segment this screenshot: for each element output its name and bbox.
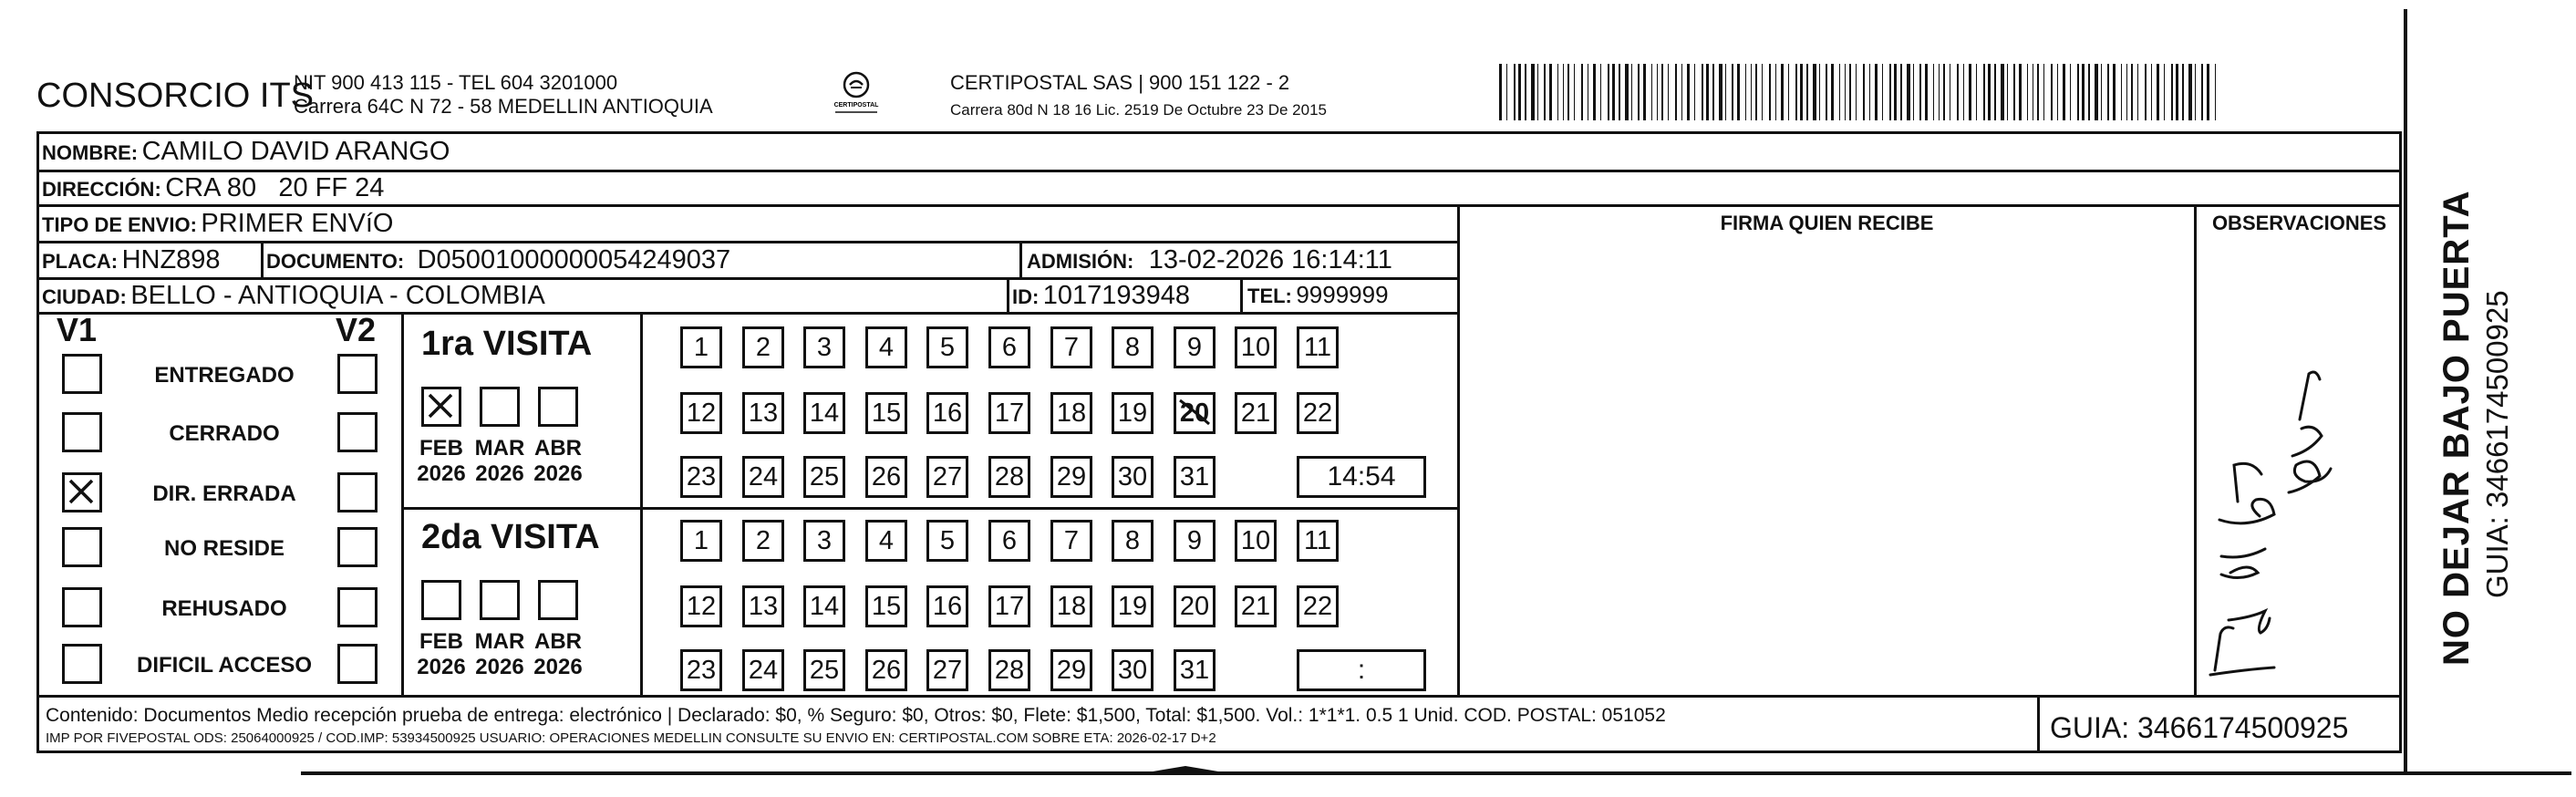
tel-value: 9999999 [1296,281,1389,308]
day-box[interactable] [680,520,722,562]
day-number: 10 [1240,332,1271,362]
day-number: 12 [686,398,717,428]
visit-title: 1ra VISITA [421,325,593,363]
visit-title: 2da VISITA [421,518,600,556]
time-box[interactable] [1297,649,1426,691]
day-box[interactable] [803,326,845,368]
day-box[interactable] [1235,520,1277,562]
company-name: CONSORCIO ITS [36,77,315,115]
month-checkbox[interactable] [480,580,520,620]
day-number: 29 [1056,461,1087,492]
time-box[interactable] [1297,456,1426,498]
day-number: 31 [1179,461,1210,492]
day-box[interactable] [680,456,722,498]
day-box[interactable] [803,649,845,691]
day-number: 26 [871,461,902,492]
day-box[interactable] [988,585,1030,627]
id-label: ID: [1012,285,1040,308]
v2-checkbox[interactable] [337,354,378,394]
document-cell [266,247,730,274]
day-number: 14 [809,398,840,428]
signature-header: FIRMA QUIEN RECIBE [1720,212,1934,234]
address-label: DIRECCIÓN: [42,178,161,201]
day-number: 3 [816,332,833,362]
plate-label: PLACA: [42,250,119,273]
v1-checkbox[interactable] [62,354,102,394]
company-info-line1: NIT 900 413 115 - TEL 604 3201000 [294,71,618,94]
status-label: DIR. ERRADA [152,481,296,506]
day-box[interactable] [926,520,968,562]
v1-checkbox[interactable] [62,472,102,512]
day-number: 18 [1056,591,1087,621]
day-number: 19 [1117,398,1148,428]
svg-text:CERTIPOSTAL: CERTIPOSTAL [833,102,879,109]
v1-checkbox[interactable] [62,412,102,452]
day-number: 23 [686,461,717,492]
day-box[interactable] [1174,456,1216,498]
day-box[interactable] [988,456,1030,498]
day-number: 18 [1056,398,1087,428]
day-number: 22 [1302,398,1333,428]
plate-value: HNZ898 [121,245,221,274]
day-number: 9 [1186,332,1203,362]
day-number: 28 [994,461,1025,492]
day-box[interactable] [1174,392,1216,434]
day-box[interactable] [680,326,722,368]
day-number: 1 [693,332,709,362]
city-value: BELLO - ANTIOQUIA - COLOMBIA [130,281,545,310]
day-box[interactable] [1112,456,1154,498]
send-type-row [42,211,393,237]
admission-label: ADMISIÓN: [1027,250,1134,273]
v1-checkbox[interactable] [62,644,102,684]
day-box[interactable] [926,326,968,368]
tel-cell [1247,283,1389,306]
day-number: 31 [1179,655,1210,685]
day-number: 25 [809,655,840,685]
name-label: NOMBRE: [42,141,139,164]
day-number: 2 [755,525,771,555]
day-box[interactable] [865,520,907,562]
day-box[interactable] [926,456,968,498]
day-box[interactable] [1050,392,1092,434]
day-number: 10 [1240,525,1271,555]
day-number: 17 [994,398,1025,428]
month-label: ABR 2026 [533,436,583,486]
day-box[interactable] [742,649,784,691]
status-label: CERRADO [169,421,280,446]
day-box[interactable] [988,649,1030,691]
company-info-line2: Carrera 64C N 72 - 58 MEDELLIN ANTIOQUIA [294,95,713,118]
side-guia: GUIA: 3466174500925 [2480,290,2514,598]
admission-value: 13-02-2026 16:14:11 [1148,245,1392,274]
day-box[interactable] [865,326,907,368]
day-number: 3 [816,525,833,555]
day-number: 11 [1303,332,1332,362]
day-box[interactable] [1174,520,1216,562]
observations-header: OBSERVACIONES [2211,212,2387,234]
day-number: 30 [1117,461,1148,492]
city-label: CIUDAD: [42,285,127,308]
address-value: CRA 80 20 FF 24 [165,173,385,202]
day-number: 5 [939,525,956,555]
day-number: 29 [1056,655,1087,685]
day-box[interactable] [742,392,784,434]
status-label: ENTREGADO [154,363,295,388]
day-box[interactable] [742,456,784,498]
day-box[interactable] [1112,326,1154,368]
month-label: FEB 2026 [417,436,466,486]
day-number: 20 [1179,398,1210,428]
month-label: FEB 2026 [417,629,466,679]
day-box[interactable] [742,520,784,562]
day-number: 15 [871,591,902,621]
day-box[interactable] [742,326,784,368]
month-label: MAR 2026 [474,629,525,679]
day-box[interactable] [803,520,845,562]
day-number: 5 [939,332,956,362]
day-number: 16 [932,398,963,428]
send-type-label: TIPO DE ENVIO: [42,213,197,236]
id-cell [1012,283,1190,309]
v2-checkbox[interactable] [337,527,378,567]
day-number: 2 [755,332,771,362]
day-number: 27 [932,461,963,492]
plate-cell [42,247,221,274]
bottom-edge-line [301,771,2571,775]
day-number: 30 [1117,655,1148,685]
day-number: 11 [1303,525,1332,555]
day-number: 22 [1302,591,1333,621]
day-box[interactable] [1297,326,1339,368]
day-box[interactable] [803,585,845,627]
day-box[interactable] [1050,520,1092,562]
right-edge-line [2404,9,2407,775]
day-box[interactable] [926,392,968,434]
day-box[interactable] [1112,585,1154,627]
barcode [1499,64,2223,120]
day-box[interactable] [1235,326,1277,368]
day-box[interactable] [680,392,722,434]
v2-checkbox[interactable] [337,587,378,627]
footer-guia: GUIA: 3466174500925 [2050,711,2349,744]
day-box[interactable] [1050,649,1092,691]
day-box[interactable] [742,585,784,627]
month-checkbox[interactable] [538,580,578,620]
observations-handwriting [2201,347,2347,693]
day-number: 23 [686,655,717,685]
day-number: 1 [693,525,709,555]
day-number: 4 [878,332,895,362]
month-label: ABR 2026 [533,629,583,679]
print-line: IMP POR FIVEPOSTAL ODS: 25064000925 / COD.IMP: 53934500925 USUARIO: OPERACIONES MEDELLIN CONSULTE SU ENVIO EN: CERTIPOSTAL.COM SOBRE ETA: 2026-02-17 D+2 [46,730,1216,746]
side-warning: NO DEJAR BAJO PUERTA [2436,190,2477,666]
v2-checkbox[interactable] [337,644,378,684]
time-value: 14:54 [1327,461,1396,492]
day-number: 15 [871,398,902,428]
day-box[interactable] [803,392,845,434]
day-number: 25 [809,461,840,492]
day-box[interactable] [865,585,907,627]
day-box[interactable] [988,326,1030,368]
day-number: 13 [748,398,779,428]
month-checkbox[interactable] [421,580,461,620]
day-number: 28 [994,655,1025,685]
v2-checkbox[interactable] [337,472,378,512]
v1-checkbox[interactable] [62,587,102,627]
day-box[interactable] [988,392,1030,434]
month-checkbox[interactable] [538,387,578,427]
day-box[interactable] [1112,649,1154,691]
day-box[interactable] [680,585,722,627]
name-value: CAMILO DAVID ARANGO [141,137,450,166]
day-box[interactable] [926,585,968,627]
day-number: 26 [871,655,902,685]
day-number: 21 [1240,591,1271,621]
day-number: 9 [1186,525,1203,555]
day-box[interactable] [988,520,1030,562]
day-number: 24 [748,655,779,685]
document-value: D0500100000005424903​7 [417,245,731,274]
day-number: 27 [932,655,963,685]
day-number: 17 [994,591,1025,621]
day-box[interactable] [1174,649,1216,691]
status-label: DIFICIL ACCESO [136,653,312,678]
day-number: 6 [1001,332,1018,362]
day-box[interactable] [1297,520,1339,562]
day-box[interactable] [1112,520,1154,562]
status-label: NO RESIDE [163,536,285,561]
day-box[interactable] [1050,326,1092,368]
signature-area[interactable] [1463,246,2190,691]
certipostal-logo [830,69,883,115]
carrier-line2: Carrera 80d N 18 16 Lic. 2519 De Octubre 23 De 2015 [950,101,1327,119]
day-box[interactable] [1050,585,1092,627]
day-number: 7 [1063,525,1080,555]
day-box[interactable] [1112,392,1154,434]
day-box[interactable] [926,649,968,691]
day-box[interactable] [865,649,907,691]
month-label: MAR 2026 [474,436,525,486]
id-value: 1017193948 [1042,281,1191,310]
day-box[interactable] [865,456,907,498]
v2-checkbox[interactable] [337,412,378,452]
send-type-value: PRIMER ENVíO [201,209,394,238]
day-box[interactable] [1174,326,1216,368]
contents-line: Contenido: Documentos Medio recepción prueba de entrega: electrónico | Declarado: $0, % Seguro: $0, Otros: $0, Flete: $1,500, Total: $1,500. Vol.: 1*1*1. 0.5 1 Unid. COD. POSTAL: 051052 [46,705,1666,726]
month-checkbox[interactable] [480,387,520,427]
day-number: 6 [1001,525,1018,555]
month-checkbox[interactable] [421,387,461,427]
day-box[interactable] [1297,392,1339,434]
document-label: DOCUMENTO: [266,250,405,273]
day-number: 24 [748,461,779,492]
tel-label: TEL: [1247,285,1292,307]
day-number: 14 [809,591,840,621]
city-cell [42,283,545,309]
day-number: 20 [1179,591,1210,621]
day-number: 8 [1124,332,1141,362]
v1-label: V1 [57,311,98,348]
day-box[interactable] [1235,585,1277,627]
day-number: 16 [932,591,963,621]
day-box[interactable] [865,392,907,434]
day-box[interactable] [1235,392,1277,434]
day-number: 13 [748,591,779,621]
day-box[interactable] [803,456,845,498]
status-label: REHUSADO [161,596,287,621]
day-number: 21 [1240,398,1271,428]
address-row [42,175,384,202]
day-box[interactable] [680,649,722,691]
day-number: 12 [686,591,717,621]
time-value: : [1357,655,1366,685]
name-row [42,139,450,165]
admission-cell [1027,247,1392,274]
day-box[interactable] [1050,456,1092,498]
carrier-line1: CERTIPOSTAL SAS | 900 151 122 - 2 [950,71,1290,94]
day-number: 19 [1117,591,1148,621]
day-number: 8 [1124,525,1141,555]
scan-mark [1131,764,1240,779]
day-box[interactable] [1174,585,1216,627]
v1-checkbox[interactable] [62,527,102,567]
day-number: 7 [1063,332,1080,362]
day-number: 4 [878,525,895,555]
v2-label: V2 [336,311,377,348]
day-box[interactable] [1297,585,1339,627]
